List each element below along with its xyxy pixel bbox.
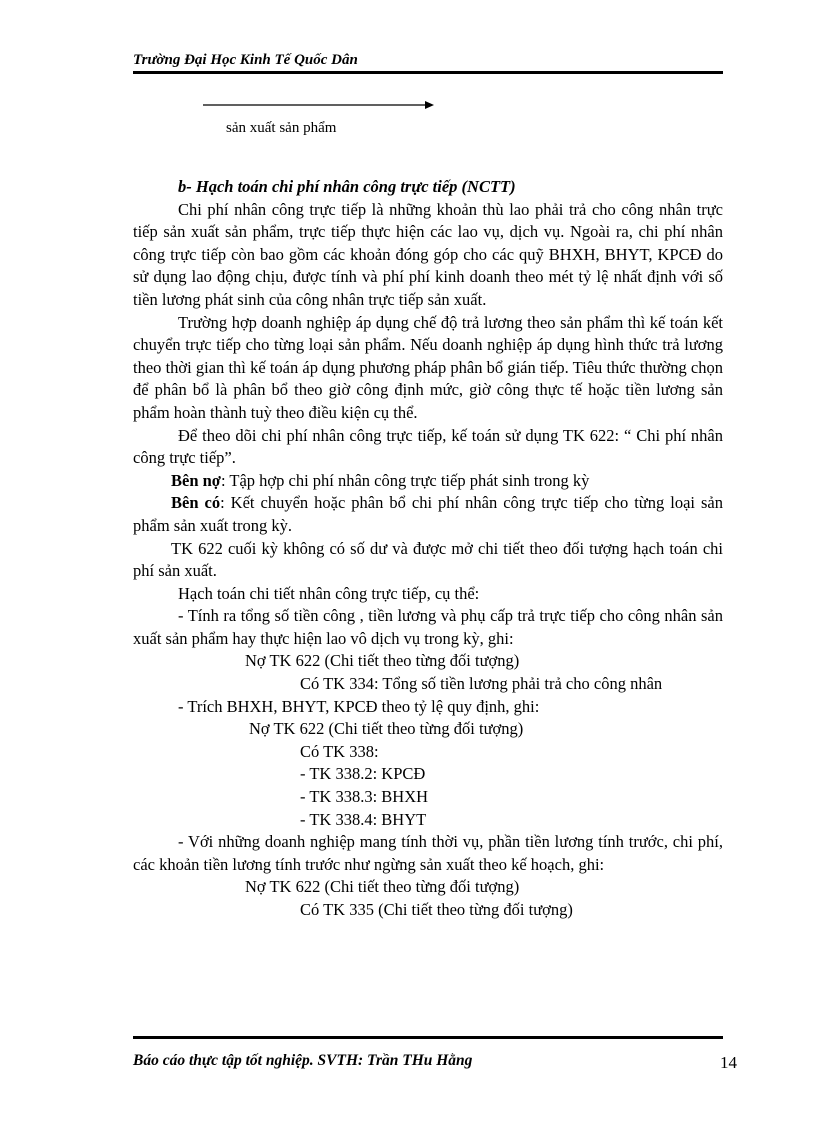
- journal-entry-credit: Có TK 338:: [300, 741, 379, 761]
- paragraph: Để theo dõi chi phí nhân công trực tiếp, kế toán sử dụng TK 622: “ Chi phí nhân công trực tiếp”.: [133, 425, 723, 468]
- journal-entry-sub: - TK 338.2: KPCĐ: [300, 764, 426, 784]
- journal-entry-credit: Có TK 334: Tổng số tiền lương phải trả cho công nhân: [300, 674, 663, 694]
- credit-side-label: Bên có: [171, 493, 221, 513]
- paragraph: TK 622 cuối kỳ không có số dư và được mở chi tiết theo đối tượng hạch toán chi phí sản xuất.: [133, 538, 723, 581]
- debit-side-text: : Tập hợp chi phí nhân công trực tiếp phát sinh trong kỳ: [220, 470, 590, 490]
- footer-text: Báo cáo thực tập tốt nghiệp. SVTH: Trần THu Hằng: [133, 1052, 473, 1069]
- arrow-icon: [203, 99, 435, 111]
- document-body: [133, 176, 723, 922]
- section-title: b- Hạch toán chi phí nhân công trực tiếp (NCTT): [178, 177, 516, 196]
- journal-entry-credit: Có TK 335 (Chi tiết theo từng đối tượng): [300, 900, 573, 919]
- top-caption: sản xuất sản phẩm: [226, 120, 337, 136]
- credit-side-paragraph: [133, 492, 723, 537]
- journal-entry-sub: - TK 338.4: BHYT: [300, 809, 427, 829]
- paragraph: Chi phí nhân công trực tiếp là những khoản thù lao phải trả cho công nhân trực tiếp sản xuất sản phẩm, trực tiếp thực hiện các lao vụ, dịch vụ. Ngoài ra, chi phí nhân công trực tiếp còn bao gồm các khoản đóng góp cho các quỹ BHXH, BHYT, KPCĐ do sử dụng lao động chịu, được tính và phí phí kinh doanh theo mét tỷ lệ nhất định với số tiền lương phát sinh của công nhân trực tiếp sản xuất.: [133, 199, 723, 309]
- paragraph: - Tính ra tổng số tiền công , tiền lương và phụ cấp trả trực tiếp cho công nhân sản xuất sản phẩm hay thực hiện lao vô dịch vụ trong kỳ, ghi:: [133, 606, 723, 648]
- paragraph: - Trích BHXH, BHYT, KPCĐ theo tỷ lệ quy định, ghi:: [178, 696, 540, 716]
- debit-side-label: Bên nợ: [171, 470, 221, 490]
- paragraph: Trường hợp doanh nghiệp áp dụng chế độ trả lương theo sản phẩm thì kế toán kết chuyển trực tiếp cho từng loại sản phẩm. Nếu doanh nghiệp áp dụng hình thức trả lương theo thời gian thì kế toán áp dụng phương pháp phân bổ gián tiếp. Tiêu thức thường chọn để phân bổ là phân bổ theo giờ công định mức, giờ công thực tế hoặc tiền lương sản phẩm hoàn thành tuỳ theo điều kiện cụ thể.: [133, 312, 723, 422]
- header-rule: [133, 71, 723, 74]
- journal-entry-debit: Nợ TK 622 (Chi tiết theo từng đối tượng): [245, 877, 520, 897]
- journal-entry-debit: Nợ TK 622 (Chi tiết theo từng đối tượng): [245, 651, 520, 671]
- paragraph: Hạch toán chi tiết nhân công trực tiếp, cụ thể:: [178, 583, 480, 603]
- journal-entry-debit: Nợ TK 622 (Chi tiết theo từng đối tượng): [249, 719, 524, 739]
- debit-side-paragraph: [133, 470, 723, 493]
- paragraph: - Với những doanh nghiệp mang tính thời vụ, phần tiền lương tính trước, chi phí, các khoản tiền lương tính trước như ngừng sản xuất theo kế hoạch, ghi:: [133, 832, 723, 874]
- credit-side-text: : Kết chuyển hoặc phân bổ chi phí nhân công trực tiếp cho từng loại sản phẩm sản xuất trong kỳ.: [133, 493, 723, 535]
- page-number: 14: [720, 1053, 737, 1072]
- journal-entry-sub: - TK 338.3: BHXH: [300, 787, 429, 807]
- page-header-title: Trường Đại Học Kinh Tế Quốc Dân: [133, 52, 358, 68]
- footer-rule: [133, 1036, 723, 1039]
